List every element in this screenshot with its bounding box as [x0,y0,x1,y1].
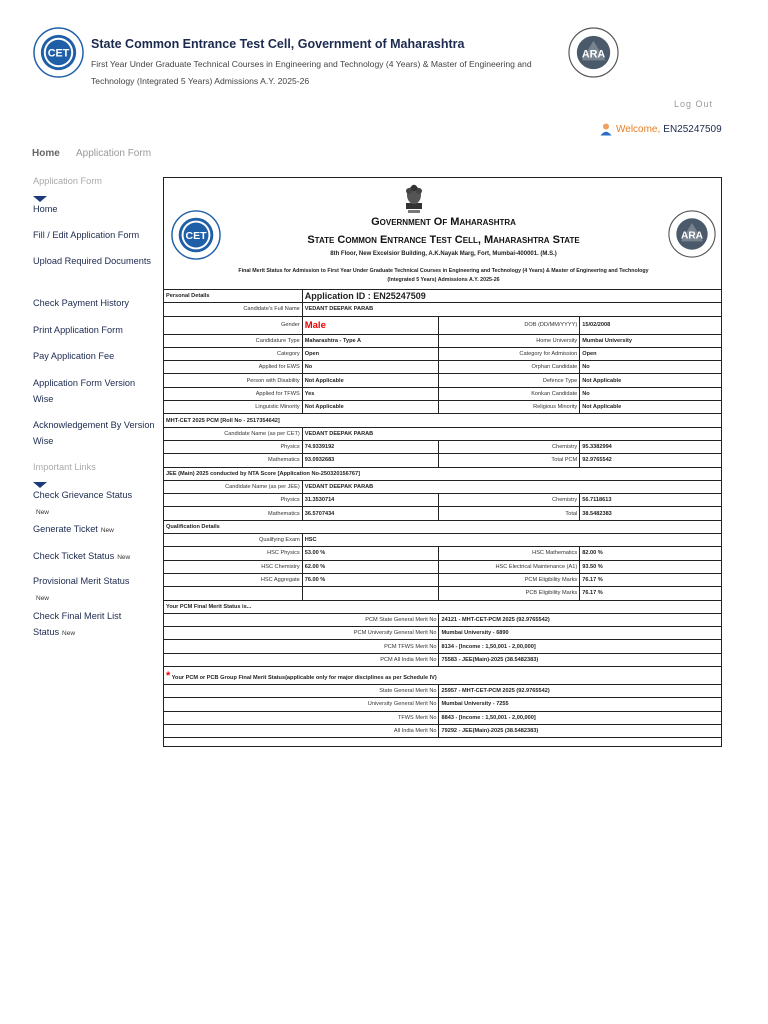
doc-final-status-heading: Final Merit Status for Admission to First Year Under Graduate Technical Courses in Engineering and Technology (4 Years) & Master of Engineering and Technology (Integrated 5 Years) Admissions A.Y. 2025-26 [238,268,649,283]
table-row [164,361,722,374]
field-label: Gender [164,316,303,334]
field-label: PCM Eligibility Marks [439,573,580,586]
table-row [164,653,722,666]
sidebar-item-label: Check Ticket Status [33,551,115,561]
field-value: 8843 - [Income : 1,50,001 - 2,00,000] [439,711,722,724]
field-label: HSC Aggregate [164,573,303,586]
table-row [164,401,722,414]
table-row [164,724,722,737]
sidebar-section-important-links: Important Links [33,462,96,472]
field-label: Religious Minority [439,401,580,414]
field-value: 76.00 % [302,573,439,586]
field-value: No [580,361,722,374]
doc-cell-title: State Common Entrance Test Cell, Maharashtra State [307,234,580,246]
details-table [163,289,722,738]
sidebar-item-pay-fee[interactable]: Pay Application Fee [33,351,115,361]
field-label: Physics [164,494,303,507]
table-row [164,587,722,600]
field-label: Chemistry [439,440,580,453]
field-label: University General Merit No [164,698,439,711]
table-row [164,440,722,453]
field-label: DOB (DD/MM/YYYY) [439,316,580,334]
field-value: Not Applicable [302,374,439,387]
field-label: Chemistry [439,494,580,507]
welcome-label: Welcome, [616,123,661,135]
table-row [164,520,722,533]
svg-text:CET: CET [185,229,207,242]
table-row [164,480,722,493]
field-value: VEDANT DEEPAK PARAB [302,303,721,316]
logout-link[interactable]: Log Out [674,99,714,109]
page-title: State Common Entrance Test Cell, Government of Maharashtra [91,37,465,51]
field-value: Open [580,347,722,360]
field-value: 95.3382994 [580,440,722,453]
table-row [164,640,722,653]
breadcrumb-home[interactable]: Home [32,148,60,159]
sidebar-item-version-wise[interactable]: Application Form Version Wise [33,378,136,404]
welcome-user [599,122,722,136]
field-label: Physics [164,440,303,453]
application-id: Application ID : EN25247509 [302,290,721,303]
section-header: MHT-CET 2025 PCM [Roll No - 2517354642] [164,414,722,427]
sidebar-item-ticket-status[interactable] [33,548,157,566]
sidebar-item-label: Provisional Merit Status [33,576,130,586]
new-badge: New [36,509,50,516]
field-value: VEDANT DEEPAK PARAB [302,480,721,493]
field-label: TFWS Merit No [164,711,439,724]
sidebar-item-print-form[interactable]: Print Application Form [33,325,123,335]
sidebar-section-application: Application Form [33,176,102,186]
cet-logo [33,27,84,78]
svg-text:ARA: ARA [681,230,703,242]
emblem-icon [403,181,425,215]
section-header: JEE (Main) 2025 conducted by NTA Score [Application No-250320156767] [164,467,722,480]
section-header: Qualification Details [164,520,722,533]
new-badge: New [36,595,50,602]
field-label: PCM State General Merit No [164,613,439,626]
field-label: Category [164,347,303,360]
field-value: Not Applicable [580,374,722,387]
table-row [164,685,722,698]
table-row [164,303,722,316]
table-row [164,547,722,560]
table-row [164,667,722,685]
field-value: 56.7118613 [580,494,722,507]
field-value: 36.5707434 [302,507,439,520]
table-row [164,534,722,547]
field-label: HSC Mathematics [439,547,580,560]
new-badge: New [117,554,131,561]
ara-logo [568,27,619,78]
field-label: Applied for EWS [164,361,303,374]
field-value: 53.00 % [302,547,439,560]
field-label: State General Merit No [164,685,439,698]
field-label: Konkan Candidate [439,387,580,400]
gender-value: Male [302,316,439,334]
sidebar-item-label: Generate Ticket [33,524,98,534]
sidebar-item-generate-ticket[interactable] [33,521,157,539]
field-value: 82.00 % [580,547,722,560]
table-row [164,573,722,586]
field-value: Not Applicable [302,401,439,414]
empty-cell [164,587,303,600]
table-row [164,698,722,711]
table-row [164,560,722,573]
field-value: Not Applicable [580,401,722,414]
field-value: Mumbai University [580,334,722,347]
field-value: 76.17 % [580,573,722,586]
field-value: HSC [302,534,721,547]
sidebar-item-fill-edit[interactable]: Fill / Edit Application Form [33,230,140,240]
sidebar-item-grievance[interactable] [33,487,157,521]
merit-status-document [163,177,722,747]
field-value: 25957 - MHT-CET-PCM 2025 (92.9765542) [439,685,722,698]
section-header [164,667,722,685]
field-label: HSC Physics [164,547,303,560]
field-label: PCM TFWS Merit No [164,640,439,653]
sidebar-item-label: Check Final Merit List Status [33,611,122,637]
field-value: Open [302,347,439,360]
field-value: Mumbai University - 7255 [439,698,722,711]
field-value: VEDANT DEEPAK PARAB [302,427,721,440]
user-icon [599,122,613,136]
field-label: HSC Electrical Maintenance (A1) [439,560,580,573]
field-value: 74.9339192 [302,440,439,453]
sidebar-item-label: Check Grievance Status [33,490,133,500]
field-value: 76.17 % [580,587,722,600]
field-value: 79292 - JEE(Main)-2025 (38.5482383) [439,724,722,737]
field-label: Person with Disability [164,374,303,387]
field-label: PCM All India Merit No [164,653,439,666]
field-label: Qualifying Exam [164,534,303,547]
field-label: Mathematics [164,454,303,467]
table-row [164,290,722,303]
sidebar-item-payment-history[interactable]: Check Payment History [33,298,129,308]
table-row [164,427,722,440]
svg-text:CET: CET [47,47,70,60]
field-label: Category for Admission [439,347,580,360]
table-row [164,613,722,626]
field-label: Home University [439,334,580,347]
sidebar-item-final-merit[interactable] [33,608,157,642]
user-id: EN25247509 [663,123,722,135]
field-label: Orphan Candidate [439,361,580,374]
sidebar-item-home[interactable]: Home [33,204,58,214]
field-label: Total [439,507,580,520]
field-value: Mumbai University - 6890 [439,627,722,640]
field-value: No [580,387,722,400]
table-row [164,507,722,520]
field-value: 31.3530714 [302,494,439,507]
field-value: 38.5482383 [580,507,722,520]
field-label: Candidate Name (as per JEE) [164,480,303,493]
table-row [164,347,722,360]
sidebar-item-provisional-merit[interactable] [33,573,157,607]
table-row [164,454,722,467]
field-label: Mathematics [164,507,303,520]
field-label: Candidate's Full Name [164,303,303,316]
breadcrumb-current: Application Form [76,148,152,159]
field-value: 15/02/2008 [580,316,722,334]
field-value: Yes [302,387,439,400]
field-label: All India Merit No [164,724,439,737]
table-row [164,627,722,640]
doc-gov-title: Government Of Maharashtra [371,216,516,228]
sidebar-item-acknowledgement[interactable]: Acknowledgement By Version Wise [33,420,155,446]
sidebar-item-upload-documents[interactable]: Upload Required Documents [33,256,151,266]
doc-address: 8th Floor, New Excelsior Building, A.K.Nayak Marg, Fort, Mumbai-400001. (M.S.) [330,251,557,257]
svg-text:ARA: ARA [581,48,606,61]
field-value: 93.0932683 [302,454,439,467]
field-value: 75583 - JEE(Main)-2025 (38.5482383) [439,653,722,666]
field-value: 24121 - MHT-CET-PCM 2025 (92.9765542) [439,613,722,626]
field-value: 92.9765542 [580,454,722,467]
table-row [164,316,722,334]
table-row [164,374,722,387]
table-row [164,334,722,347]
field-value: No [302,361,439,374]
field-label: Applied for TFWS [164,387,303,400]
asterisk-icon: * [166,669,171,682]
field-label: HSC Chemistry [164,560,303,573]
new-badge: New [100,527,114,534]
table-row [164,467,722,480]
empty-cell [302,587,439,600]
table-row [164,494,722,507]
field-value: 93.50 % [580,560,722,573]
field-value: Maharashtra - Type A [302,334,439,347]
field-label: Candidate Name (as per CET) [164,427,303,440]
field-label: Total PCM [439,454,580,467]
table-row [164,711,722,724]
page-subtitle: First Year Under Graduate Technical Courses in Engineering and Technology (4 Years) & Master of Engineering and Technology (Integrated 5 Years) Admissions A.Y. 2025-26 [91,59,532,86]
field-value: 8134 - [Income : 1,50,001 - 2,00,000] [439,640,722,653]
table-row [164,414,722,427]
field-label: Linguistic Minority [164,401,303,414]
group-merit-heading: Your PCM or PCB Group Final Merit Status(applicable only for major disciplines as per Schedule IV) [171,674,437,681]
field-value: 62.00 % [302,560,439,573]
field-label: PCB Eligibility Marks [439,587,580,600]
new-badge: New [62,630,76,637]
table-row [164,600,722,613]
section-header: Personal Details [164,290,303,303]
field-label: PCM University General Merit No [164,627,439,640]
field-label: Candidature Type [164,334,303,347]
table-row [164,387,722,400]
section-header: Your PCM Final Merit Status is... [164,600,722,613]
field-label: Defence Type [439,374,580,387]
